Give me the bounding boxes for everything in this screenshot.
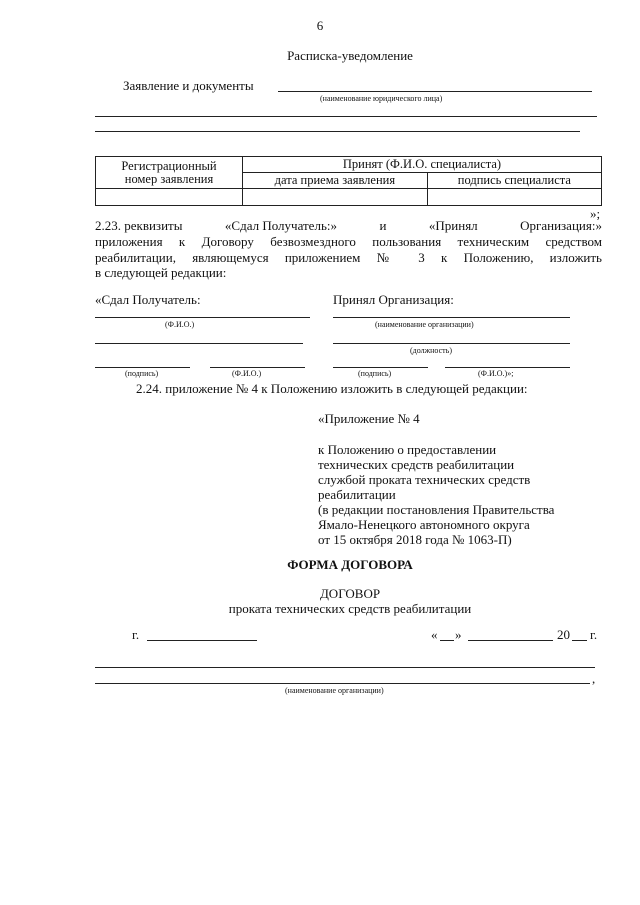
date-open-quote: «: [431, 627, 438, 642]
signature-caption-left: (подпись): [125, 369, 159, 378]
org-blank-line-2: [95, 683, 590, 684]
appendix-line7: от 15 октября 2018 года № 1063-П): [318, 532, 512, 547]
fio-caption-right: (Ф.И.О.)»;: [478, 369, 514, 378]
item-223-line1: [95, 218, 602, 233]
city-line: [147, 640, 257, 641]
item-223-line4: в следующей редакции:: [95, 265, 227, 280]
statement-label: Заявление и документы: [123, 78, 254, 93]
item-223-w1: реквизиты: [124, 218, 183, 233]
date-close-quote: »: [455, 627, 462, 642]
fio-line-right: [445, 367, 570, 368]
item-223-line2: приложения к Договору безвозмездного пользования техническим средством: [95, 234, 602, 249]
signature-caption-right: (подпись): [358, 369, 392, 378]
position-caption: (должность): [410, 346, 452, 355]
accepted-header: Принят (Ф.И.О. специалиста): [243, 157, 602, 173]
org-name-caption: (наименование организации): [285, 686, 384, 695]
item-223-line3: реабилитации, являющемуся приложением № 3 к Положению, изложить: [95, 250, 602, 265]
blank-line-3: [95, 343, 303, 344]
receipt-title: Расписка-уведомление: [287, 48, 413, 63]
reg-number-line1: Регистрационный: [121, 158, 217, 173]
reg-number-line2: номер заявления: [124, 171, 214, 186]
month-line: [468, 640, 553, 641]
item-224: 2.24. приложение № 4 к Положению изложить в следующей редакции:: [136, 381, 528, 396]
appendix-line3: службой проката технических средств: [318, 472, 531, 487]
city-prefix: г.: [132, 627, 140, 642]
date-header: дата приема заявления: [243, 173, 428, 189]
signature-line-left: [95, 367, 190, 368]
org-blank-line-1: [95, 667, 595, 668]
date-value: [243, 189, 428, 206]
year-line: [572, 640, 587, 641]
fio-caption-left: (Ф.И.О.): [232, 369, 262, 378]
signatures-left-title: «Сдал Получатель:: [95, 292, 201, 307]
appendix-line2: технических средств реабилитации: [318, 457, 515, 472]
item-223-num: 2.23.: [95, 218, 121, 233]
registration-table: [95, 156, 602, 206]
table-closing: »;: [590, 206, 601, 221]
signature-header: подпись специалиста: [427, 173, 601, 189]
org-comma: ,: [592, 671, 596, 686]
appendix-line4: реабилитации: [318, 487, 396, 502]
contract-title: ДОГОВОР: [319, 586, 381, 601]
appendix-line1: к Положению о предоставлении: [318, 442, 497, 457]
appendix-line6: Ямало-Ненецкого автономного округа: [318, 517, 530, 532]
org-caption: (наименование организации): [375, 320, 474, 329]
page-number: 6: [316, 18, 324, 33]
statement-caption: (наименование юридического лица): [320, 94, 443, 103]
item-223-w2: «Сдал Получатель:»: [224, 218, 337, 233]
fio-line-left: [210, 367, 305, 368]
org-line: [333, 317, 570, 318]
year-suffix: г.: [590, 627, 598, 642]
item-223-w3: и: [379, 218, 387, 233]
signatures-right-title: Принял Организация:: [333, 292, 454, 307]
contract-subtitle: проката технических средств реабилитации: [228, 601, 472, 616]
year-prefix: 20: [557, 627, 570, 642]
reg-number-cell: [96, 157, 243, 189]
fio-caption: (Ф.И.О.): [165, 320, 195, 329]
blank-line-2: [95, 131, 580, 132]
signature-value: [427, 189, 601, 206]
fio-line: [95, 317, 310, 318]
item-223-w4: «Принял: [428, 218, 478, 233]
blank-line-1: [95, 116, 597, 117]
day-line: [440, 640, 454, 641]
form-heading: ФОРМА ДОГОВОРА: [287, 557, 413, 572]
appendix-line5: (в редакции постановления Правительства: [318, 502, 555, 517]
appendix-title: «Приложение № 4: [318, 411, 420, 426]
item-223-w5: Организация:»: [520, 218, 602, 233]
reg-number-value: [96, 189, 243, 206]
statement-blank-line: [278, 91, 592, 92]
signature-line-right: [333, 367, 428, 368]
position-line: [333, 343, 570, 344]
